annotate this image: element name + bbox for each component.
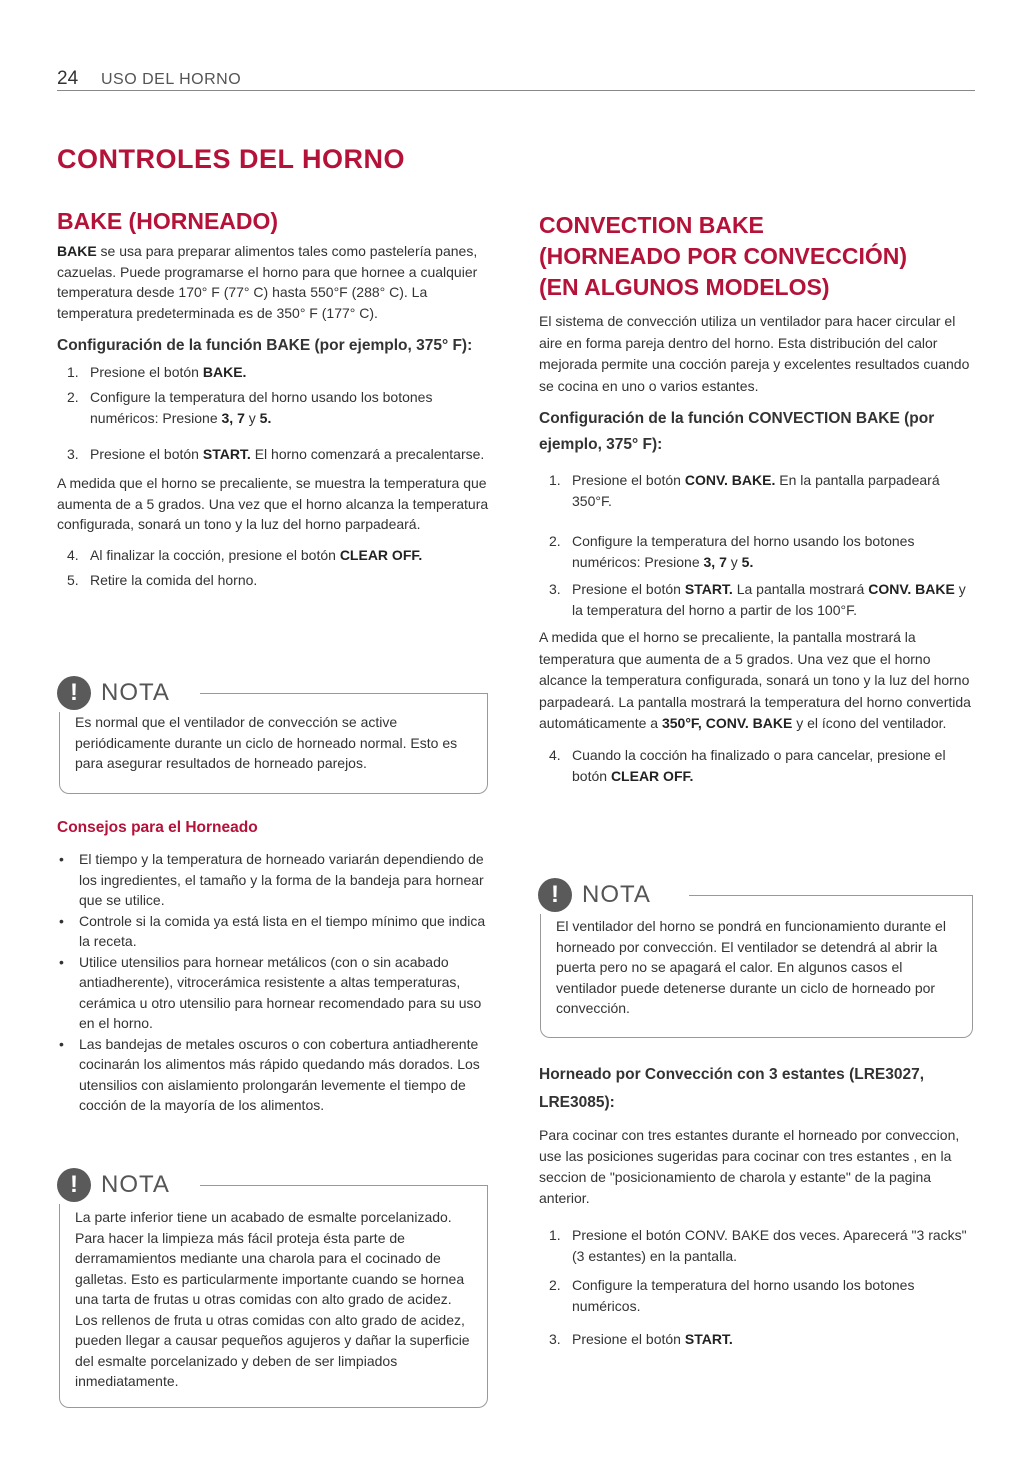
convection-subhead: Configuración de la función CONVECTION BAKE (por ejemplo, 375° F): xyxy=(539,410,935,453)
three-racks-steps xyxy=(539,1225,979,1350)
bake-title: BAKE (HORNEADO) xyxy=(57,208,279,234)
convection-title: CONVECTION BAKE (HORNEADO POR CONVECCIÓN) (EN ALGUNOS MODELOS) xyxy=(539,212,908,300)
page-number: 24 xyxy=(57,68,79,89)
list-item: 3. Presione el botón START. El horno comenzará a precalentarse. xyxy=(67,446,485,462)
bake-subhead: Configuración de la función BAKE (por ejemplo, 375° F): xyxy=(57,337,473,354)
note-label: NOTA xyxy=(101,679,170,706)
tips-section xyxy=(57,815,493,1116)
bake-mid-text: A medida que el horno se precaliente, se muestra la temperatura que aumenta de a 5 grados. Una vez que el horno alcanza la temperatura configurada, sonará un tono y la luz del horno parpadeará. xyxy=(57,475,489,532)
three-racks-section xyxy=(539,1061,979,1350)
list-item: 3. Presione el botón START. xyxy=(549,1331,733,1347)
tips-list xyxy=(57,849,493,1116)
convection-mid-text: A medida que el horno se precaliente, la pantalla mostrará la temperatura que aumenta de a 5 grados. Una vez que el horno alcance la temperatura configurada, sonará un tono y la luz del horno parpadeará. La pantalla mostrará la temperatura del horno convertida automáticamente a 350°F, CONV. BAKE y el ícono del ventilador. xyxy=(539,629,971,731)
list-item: • Controle si la comida ya está lista en el tiempo mínimo que indica la receta. xyxy=(59,912,486,949)
bake-steps-b xyxy=(57,545,493,591)
list-item: 1. Presione el botón BAKE. xyxy=(67,364,247,380)
page-title: CONTROLES DEL HORNO xyxy=(57,144,406,174)
list-item: • El tiempo y la temperatura de horneado variarán dependiendo de los ingredientes, el tamaño y la forma de la bandeja para hornear que se utilice. xyxy=(59,851,484,908)
info-icon: ! xyxy=(57,676,91,710)
bake-steps-a xyxy=(57,362,493,465)
list-item: 1. Presione el botón CONV. BAKE. En la pantalla parpadeará 350°F. xyxy=(549,472,940,509)
note-box xyxy=(59,679,488,794)
three-racks-intro: Para cocinar con tres estantes durante el horneado por conveccion, use las posiciones sugeridas para cocinar con tres estantes , en la seccion de "posicionamiento de charola y estante" de la pagina anterior. xyxy=(539,1127,960,1206)
note-label: NOTA xyxy=(582,881,651,908)
section-header: USO DEL HORNO xyxy=(101,71,242,88)
note-label: NOTA xyxy=(101,1171,170,1198)
list-item: 4. Al finalizar la cocción, presione el botón CLEAR OFF. xyxy=(67,546,423,563)
list-item: 4. Cuando la cocción ha finalizado o para cancelar, presione el botón CLEAR OFF. xyxy=(549,746,946,784)
convection-steps-b xyxy=(539,745,979,787)
three-racks-subhead: Horneado por Convección con 3 estantes (LRE3027, LRE3085): xyxy=(539,1066,925,1111)
list-item: 2. Configure la temperatura del horno usando los botones numéricos: Presione 3, 7 y 5. xyxy=(549,533,915,570)
convection-intro: El sistema de convección utiliza un ventilador para hacer circular el aire en forma pareja dentro del horno. Esta distribución del calor mejorada permite una cocción pareja y excelentes resultados cuando se cocina en uno o varios estantes. xyxy=(539,313,970,394)
note-text: La parte inferior tiene un acabado de esmalte porcelanizado. Para hacer la limpieza más fácil proteja ésta parte de derramamientos mediante una charola para el cocinado de galletas. Esto es particularmente importante cuando se hornea una tarta de frutas u otras comidas con alto grado de acidez. Los rellenos de fruta u otras comidas con alto grado de acidez, pueden llegar a causar pequeños agujeros y dañar la superficie del esmalte porcelanizado y deben de ser limpiados inmediatamente. xyxy=(75,1209,470,1389)
note-text: El ventilador del horno se pondrá en funcionamiento durante el horneado por convección. El ventilador se detendrá al abrir la puerta pero no se apagará el calor. En algunos casos el ventilador puede detenerse durante un ciclo de horneado por convección. xyxy=(556,918,946,1016)
note-box xyxy=(59,1171,488,1408)
list-item: 1. Presione el botón CONV. BAKE dos veces. Aparecerá "3 racks" (3 estantes) en la pantalla. xyxy=(549,1227,967,1264)
info-icon: ! xyxy=(538,878,572,912)
list-item: • Utilice utensilios para hornear metálicos (con o sin acabado antiadherente), vitrocerámica resistente a altas temperaturas, cerámica u otro utensilio para hornear recomendado para su uso en el horno. xyxy=(59,953,482,1031)
info-icon: ! xyxy=(57,1168,91,1202)
tips-title: Consejos para el Horneado xyxy=(57,819,258,836)
note-text: Es normal que el ventilador de convección se active periódicamente durante un ciclo de horneado normal. Esto es para asegurar resultados de horneado parejos. xyxy=(75,714,458,771)
bake-intro: BAKE se usa para preparar alimentos tales como pastelería panes, cazuelas. Puede programarse el horno para que hornee a cualquier temperatura desde 170° F (77° C) hasta 550°F (288° C). La temperatura predeterminada es de 350° F (177° C). xyxy=(57,243,478,321)
list-item: 3. Presione el botón START. La pantalla mostrará CONV. BAKE y la temperatura del horno a partir de los 100°F. xyxy=(549,581,966,618)
convection-steps-a xyxy=(539,470,979,621)
convection-section xyxy=(539,210,979,787)
bake-section xyxy=(57,206,493,591)
list-item: 5. Retire la comida del horno. xyxy=(67,571,258,588)
page-header xyxy=(57,68,975,91)
list-item: 2. Configure la temperatura del horno usando los botones numéricos: Presione 3, 7 y 5. xyxy=(67,389,433,426)
list-item: • Las bandejas de metales oscuros o con cobertura antiadherente cocinarán los alimentos más rápido quedando más dorados. Los utensilios con aislamiento prolongarán levemente el tiempo de cocción de la mayoría de los alimentos. xyxy=(59,1035,480,1113)
list-item: 2. Configure la temperatura del horno usando los botones numéricos. xyxy=(549,1277,915,1314)
note-box xyxy=(540,881,973,1038)
